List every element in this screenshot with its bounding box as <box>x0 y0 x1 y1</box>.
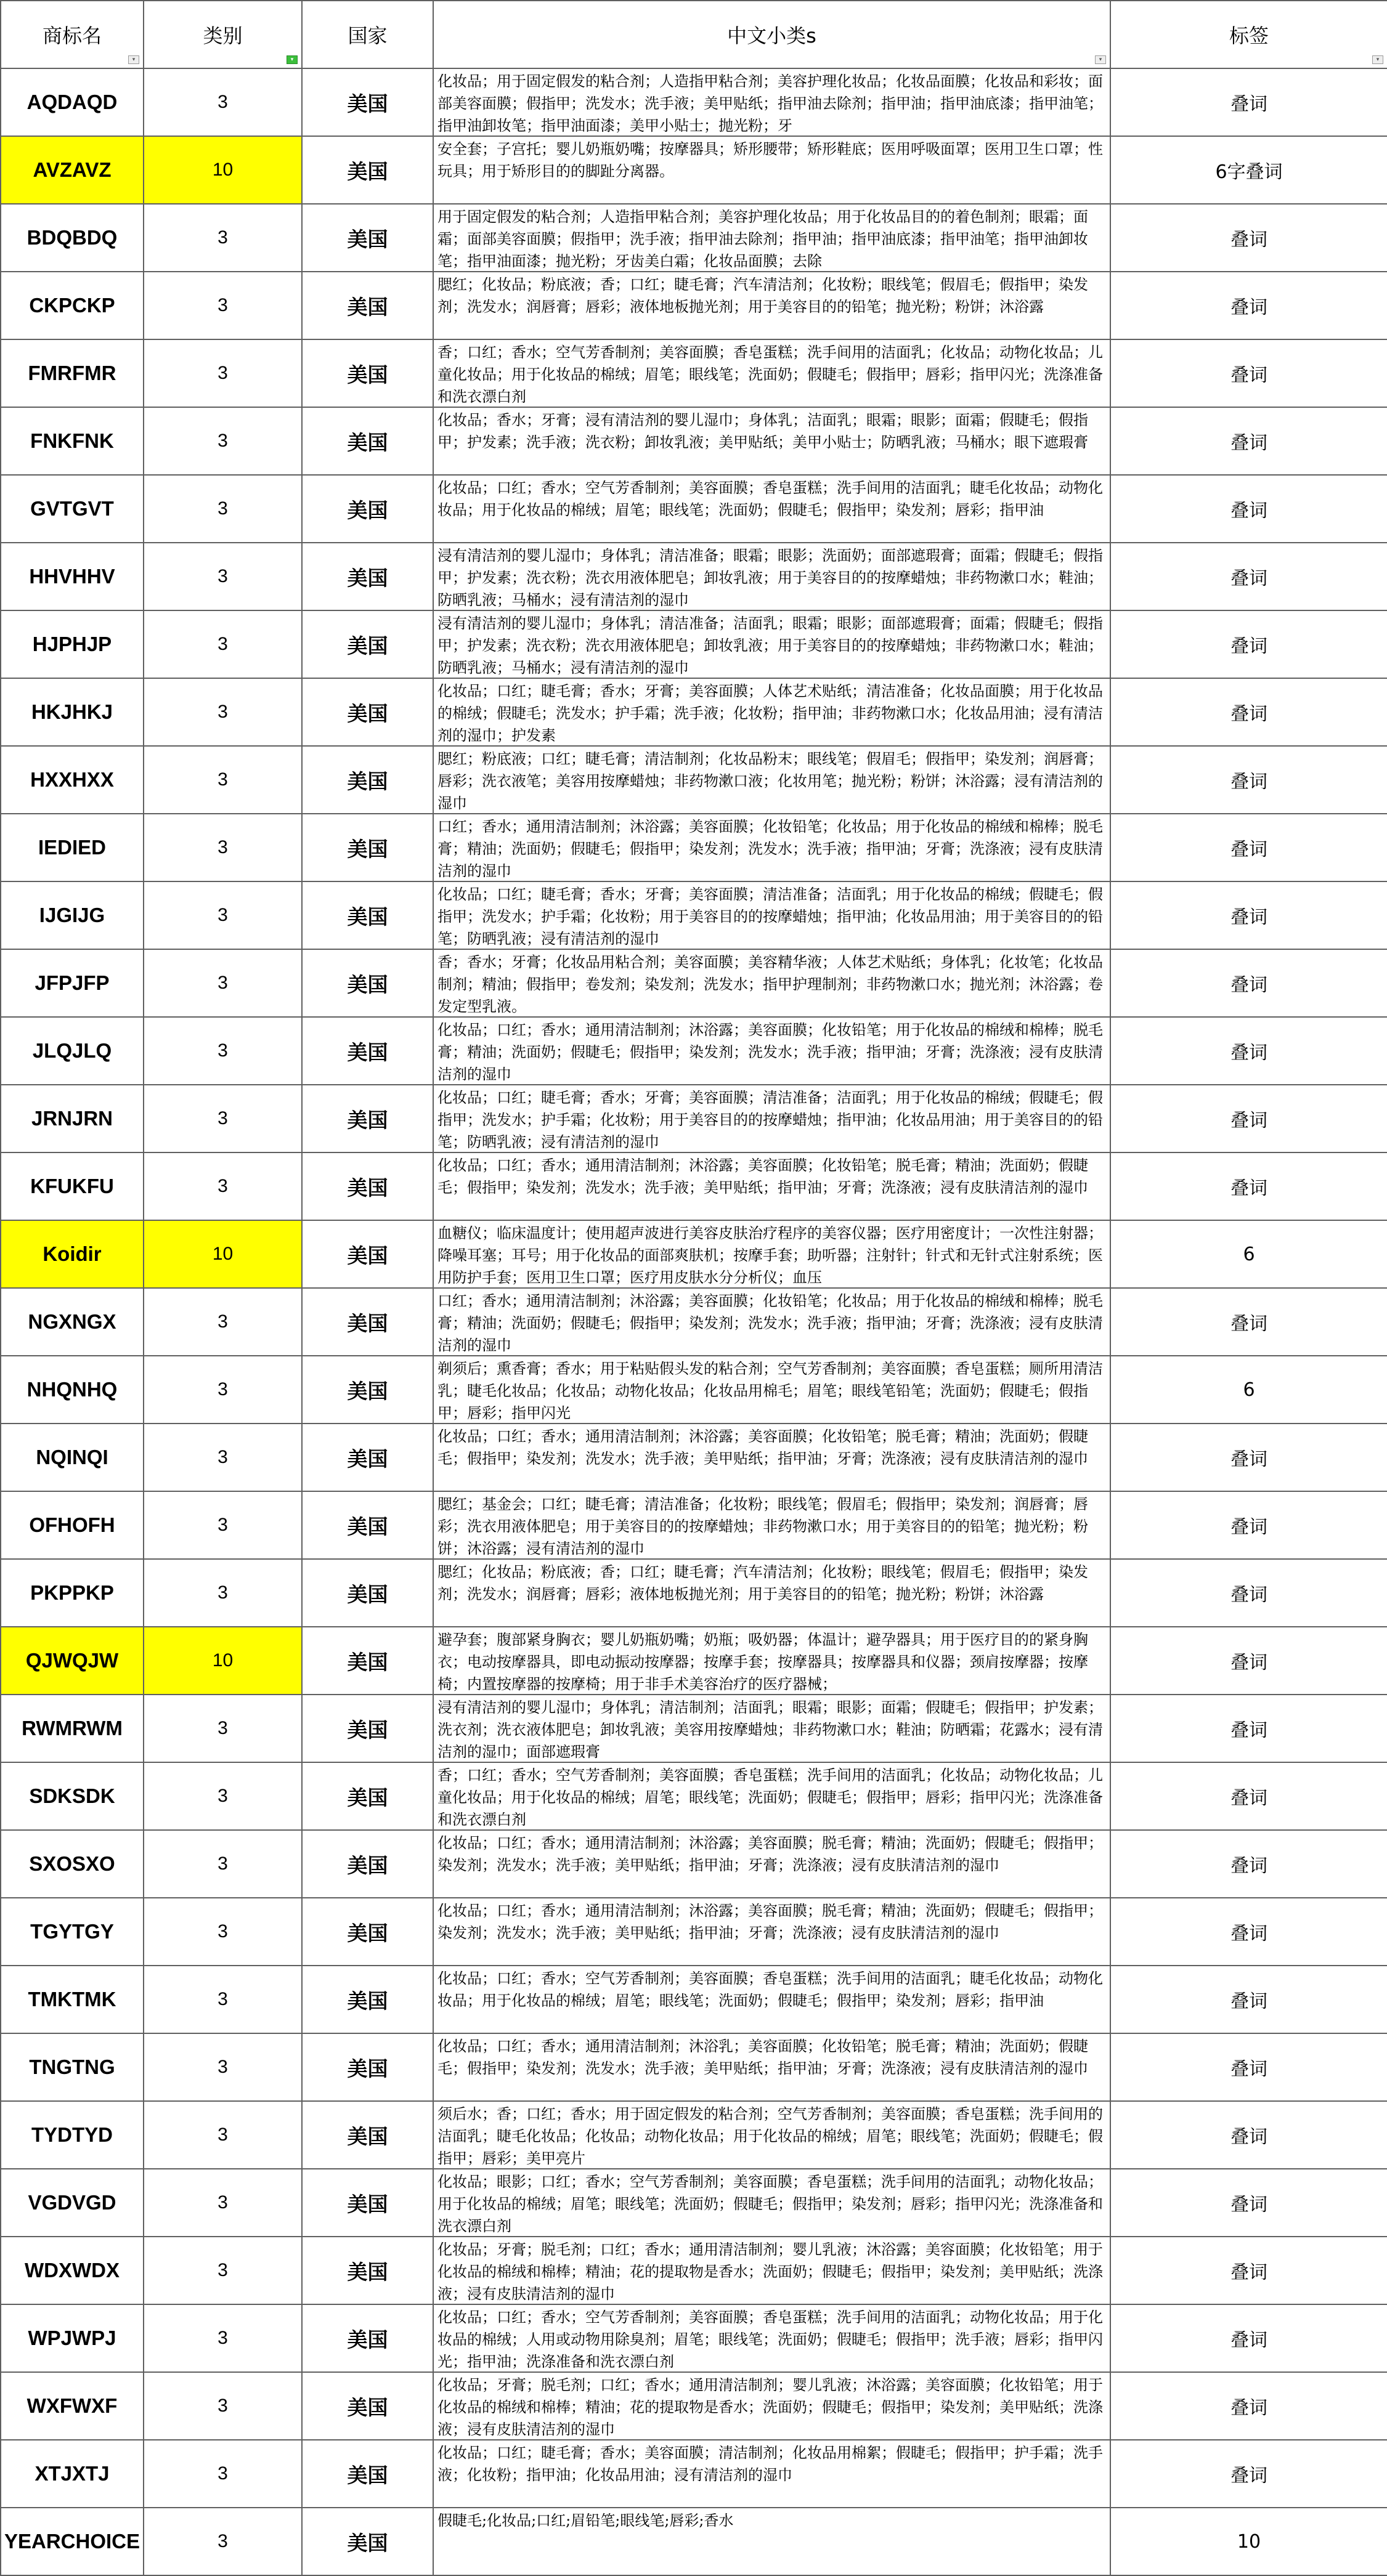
table-row <box>1 1491 1387 1559</box>
subcategories-text: 腮红；化妆品；粉底液；香；口红；睫毛膏；汽车清洁剂；化妆粉；眼线笔；假眉毛；假指甲；染发剂；洗发水；润唇膏；唇彩；液体地板抛光剂；用于美容目的的铅笔；抛光粉；粉饼；沐浴露 <box>437 1563 1088 1603</box>
subcategories-text: 浸有清洁剂的婴儿湿巾；身体乳；清洁准备；眼霜；眼影；洗面奶；面部遮瑕膏；面霜；假睫毛；假指甲；护发素；洗衣粉；洗衣用液体肥皂；卸妆乳液；用于美容目的的按摩蜡烛；非药物漱口水；鞋油；防晒乳液；马桶水；浸有清洁剂的湿巾 <box>437 547 1103 609</box>
subcategories-text: 浸有清洁剂的婴儿湿巾；身体乳；清洁准备；洁面乳；眼霜；眼影；面部遮瑕膏；面霜；假睫毛；假指甲；护发素；洗衣粉；洗衣用液体肥皂；卸妆乳液；用于美容目的的按摩蜡烛；非药物漱口水；鞋油；防晒乳液；马桶水；浸有清洁剂的湿巾 <box>437 615 1103 676</box>
country-cell[interactable]: 美国 <box>302 814 433 881</box>
subcategories-cell[interactable] <box>433 1627 1110 1695</box>
class-cell[interactable]: 3 <box>144 543 302 610</box>
class-cell[interactable]: 3 <box>144 1017 302 1085</box>
class-cell[interactable]: 3 <box>144 68 302 136</box>
subcategories-text: 化妆品；牙膏；脱毛剂；口红；香水；通用清洁制剂；婴儿乳液；沐浴露；美容面膜；化妆铅笔；用于化妆品的棉绒和棉棒；精油；花的提取物是香水；洗面奶；假睫毛；假指甲；染发剂；美甲贴纸；洗涤液；浸有皮肤清洁剂的湿巾 <box>437 2241 1103 2303</box>
subcategories-cell[interactable] <box>433 272 1110 339</box>
tag-cell[interactable]: 6 <box>1110 1220 1387 1288</box>
tag-cell[interactable]: 叠词 <box>1110 2304 1387 2372</box>
trademark-name-cell[interactable]: AQDAQD <box>1 68 144 136</box>
tag-cell[interactable]: 叠词 <box>1110 610 1387 678</box>
table-row <box>1 2101 1387 2169</box>
header-country <box>302 1 433 68</box>
country-cell[interactable]: 美国 <box>302 1085 433 1152</box>
subcategories-cell[interactable] <box>433 1898 1110 1966</box>
subcategories-cell[interactable] <box>433 1085 1110 1152</box>
subcategories-cell[interactable] <box>433 407 1110 475</box>
class-cell[interactable]: 3 <box>144 1085 302 1152</box>
trademark-name-cell[interactable]: SXOSXO <box>1 1830 144 1898</box>
trademark-name-cell[interactable]: FMRFMR <box>1 339 144 407</box>
subcategories-text: 化妆品；香水；牙膏；浸有清洁剂的婴儿湿巾；身体乳；洁面乳；眼霜；眼影；面霜；假睫毛；假指甲；护发素；洗手液；洗衣粉；卸妆乳液；美甲贴纸；美甲小贴士；防晒乳液；马桶水；眼下遮瑕膏 <box>437 411 1088 451</box>
class-cell[interactable]: 3 <box>144 204 302 272</box>
subcategories-cell[interactable] <box>433 2169 1110 2237</box>
subcategories-text: 腮红；基金会；口红；睫毛膏；清洁准备；化妆粉；眼线笔；假眉毛；假指甲；染发剂；润唇膏；唇彩；洗衣用液体肥皂；用于美容目的的按摩蜡烛；非药物漱口水；用于美容目的的铅笔；抛光粉；粉饼；沐浴露；浸有清洁剂的湿巾 <box>437 1496 1088 1557</box>
country-cell[interactable]: 美国 <box>302 2440 433 2508</box>
table-row <box>1 68 1387 136</box>
trademark-name-cell[interactable]: JLQJLQ <box>1 1017 144 1085</box>
subcategories-text: 腮红；化妆品；粉底液；香；口红；睫毛膏；汽车清洁剂；化妆粉；眼线笔；假眉毛；假指甲；染发剂；洗发水；润唇膏；唇彩；液体地板抛光剂；用于美容目的的铅笔；抛光粉；粉饼；沐浴露 <box>437 276 1088 315</box>
header-trademark-name <box>1 1 144 68</box>
table-row <box>1 2440 1387 2508</box>
tag-cell[interactable]: 叠词 <box>1110 2372 1387 2440</box>
subcategories-cell[interactable] <box>433 610 1110 678</box>
class-cell[interactable]: 3 <box>144 1356 302 1424</box>
header-label: 类别 <box>203 24 243 47</box>
country-cell[interactable]: 美国 <box>302 1017 433 1085</box>
subcategories-text: 口红；香水；通用清洁制剂；沐浴露；美容面膜；化妆铅笔；化妆品；用于化妆品的棉绒和棉棒；脱毛膏；精油；洗面奶；假睫毛；假指甲；染发剂；洗发水；洗手液；指甲油；牙膏；洗涤液；浸有皮肤清洁剂的湿巾 <box>437 818 1103 880</box>
tag-cell[interactable]: 叠词 <box>1110 1017 1387 1085</box>
header-subcategories <box>433 1 1110 68</box>
class-cell[interactable]: 3 <box>144 881 302 949</box>
trademark-name-cell[interactable]: HJPHJP <box>1 610 144 678</box>
country-cell[interactable]: 美国 <box>302 2169 433 2237</box>
subcategories-cell[interactable] <box>433 1966 1110 2033</box>
trademark-name-cell[interactable]: JFPJFP <box>1 949 144 1017</box>
class-cell[interactable]: 3 <box>144 2440 302 2508</box>
country-cell[interactable]: 美国 <box>302 2372 433 2440</box>
subcategories-cell[interactable] <box>433 2508 1110 2575</box>
filter-dropdown-icon[interactable]: ▾ <box>1095 55 1106 64</box>
country-cell[interactable]: 美国 <box>302 2508 433 2575</box>
tag-cell[interactable]: 叠词 <box>1110 1491 1387 1559</box>
tag-cell[interactable]: 叠词 <box>1110 1627 1387 1695</box>
header-label: 国家 <box>348 24 388 47</box>
subcategories-cell[interactable] <box>433 136 1110 204</box>
table-row <box>1 2508 1387 2575</box>
trademark-name-cell[interactable]: NQINQI <box>1 1424 144 1491</box>
table-row <box>1 2237 1387 2304</box>
country-cell[interactable]: 美国 <box>302 1966 433 2033</box>
country-cell[interactable]: 美国 <box>302 1830 433 1898</box>
subcategories-text: 化妆品；眼影；口红；香水；空气芳香制剂；美容面膜；香皂蛋糕；洗手间用的洁面乳；动物化妆品；用于化妆品的棉绒；眉笔；眼线笔；洗面奶；假睫毛；假指甲；染发剂；唇彩；指甲闪光；洗涤准备和洗衣漂白剂 <box>437 2173 1103 2235</box>
subcategories-text: 化妆品；口红；睫毛膏；香水；美容面膜；清洁制剂；化妆品用棉絮；假睫毛；假指甲；护手霜；洗手液；化妆粉；指甲油；化妆品用油；浸有清洁剂的湿巾 <box>437 2444 1103 2484</box>
table-row <box>1 1152 1387 1220</box>
tag-cell[interactable]: 叠词 <box>1110 2237 1387 2304</box>
table-row <box>1 1966 1387 2033</box>
table-row <box>1 2372 1387 2440</box>
trademark-name-cell[interactable]: OFHOFH <box>1 1491 144 1559</box>
header-row <box>1 1 1387 68</box>
country-cell[interactable]: 美国 <box>302 1627 433 1695</box>
subcategories-text: 口红；香水；通用清洁制剂；沐浴露；美容面膜；化妆铅笔；化妆品；用于化妆品的棉绒和棉棒；脱毛膏；精油；洗面奶；假睫毛；假指甲；染发剂；洗发水；洗手液；指甲油；牙膏；洗涤液；浸有皮肤清洁剂的湿巾 <box>437 1292 1103 1354</box>
tag-cell[interactable]: 叠词 <box>1110 543 1387 610</box>
trademark-name-cell[interactable]: FNKFNK <box>1 407 144 475</box>
subcategories-text: 安全套；子宫托；婴儿奶瓶奶嘴；按摩器具；矫形腰带；矫形鞋底；医用呼吸面罩；医用卫生口罩；性玩具；用于矫形目的的脚趾分离器。 <box>437 140 1103 180</box>
table-row <box>1 1085 1387 1152</box>
filter-dropdown-icon[interactable]: ▾ <box>1372 55 1383 64</box>
subcategories-text: 化妆品；口红；睫毛膏；香水；牙膏；美容面膜；清洁准备；洁面乳；用于化妆品的棉绒；假睫毛；假指甲；洗发水；护手霜；化妆粉；用于美容目的的按摩蜡烛；指甲油；化妆品用油；用于美容目的的铅笔；防晒乳液；浸有清洁剂的湿巾 <box>437 886 1103 947</box>
tag-cell[interactable]: 叠词 <box>1110 1152 1387 1220</box>
table-row <box>1 136 1387 204</box>
class-cell[interactable]: 3 <box>144 2237 302 2304</box>
subcategories-cell[interactable] <box>433 2101 1110 2169</box>
subcategories-text: 化妆品；口红；香水；通用清洁制剂；沐浴露；美容面膜；化妆铅笔；脱毛膏；精油；洗面奶；假睫毛；假指甲；染发剂；洗发水；洗手液；美甲贴纸；指甲油；牙膏；洗涤液；浸有皮肤清洁剂的湿巾 <box>437 1157 1088 1196</box>
trademark-name-cell[interactable]: TMKTMK <box>1 1966 144 2033</box>
tag-cell[interactable]: 10 <box>1110 2508 1387 2575</box>
class-cell[interactable]: 3 <box>144 1559 302 1627</box>
subcategories-cell[interactable] <box>433 2372 1110 2440</box>
table-row <box>1 1288 1387 1356</box>
tag-cell[interactable]: 叠词 <box>1110 1424 1387 1491</box>
tag-cell[interactable]: 叠词 <box>1110 475 1387 543</box>
tag-cell[interactable]: 叠词 <box>1110 272 1387 339</box>
class-cell[interactable]: 3 <box>144 610 302 678</box>
header-label: 标签 <box>1229 24 1269 47</box>
trademark-name-cell[interactable]: WXFWXF <box>1 2372 144 2440</box>
tag-cell[interactable]: 叠词 <box>1110 2440 1387 2508</box>
subcategories-cell[interactable] <box>433 1695 1110 1762</box>
subcategories-text: 化妆品；口红；香水；通用清洁制剂；沐浴露；美容面膜；化妆铅笔；脱毛膏；精油；洗面奶；假睫毛；假指甲；染发剂；洗发水；洗手液；美甲贴纸；指甲油；牙膏；洗涤液；浸有皮肤清洁剂的湿巾 <box>437 1428 1088 1467</box>
trademark-name-cell[interactable]: XTJXTJ <box>1 2440 144 2508</box>
class-cell[interactable]: 3 <box>144 272 302 339</box>
trademark-name-cell[interactable]: GVTGVT <box>1 475 144 543</box>
subcategories-cell[interactable] <box>433 1559 1110 1627</box>
table-row <box>1 1830 1387 1898</box>
country-cell[interactable]: 美国 <box>302 610 433 678</box>
tag-cell[interactable]: 叠词 <box>1110 678 1387 746</box>
country-cell[interactable]: 美国 <box>302 881 433 949</box>
class-cell[interactable]: 3 <box>144 2033 302 2101</box>
country-cell[interactable]: 美国 <box>302 2237 433 2304</box>
header-label: 中文小类s <box>727 24 816 47</box>
country-cell[interactable]: 美国 <box>302 2033 433 2101</box>
table-row <box>1 814 1387 881</box>
class-cell[interactable]: 3 <box>144 2169 302 2237</box>
country-cell[interactable]: 美国 <box>302 136 433 204</box>
table-row <box>1 1695 1387 1762</box>
country-cell[interactable]: 美国 <box>302 1424 433 1491</box>
trademark-name-cell[interactable]: BDQBDQ <box>1 204 144 272</box>
class-cell[interactable]: 3 <box>144 339 302 407</box>
class-cell[interactable]: 3 <box>144 1491 302 1559</box>
subcategories-text: 化妆品；牙膏；脱毛剂；口红；香水；通用清洁制剂；婴儿乳液；沐浴露；美容面膜；化妆铅笔；用于化妆品的棉绒和棉棒；精油；花的提取物是香水；洗面奶；假睫毛；假指甲；染发剂；美甲贴纸；洗涤液；浸有皮肤清洁剂的湿巾 <box>437 2376 1103 2438</box>
tag-cell[interactable]: 叠词 <box>1110 1288 1387 1356</box>
class-cell[interactable]: 10 <box>144 1627 302 1695</box>
tag-cell[interactable]: 叠词 <box>1110 1898 1387 1966</box>
subcategories-cell[interactable] <box>433 2304 1110 2372</box>
trademark-name-cell[interactable]: WPJWPJ <box>1 2304 144 2372</box>
table-row <box>1 339 1387 407</box>
tag-cell[interactable]: 叠词 <box>1110 204 1387 272</box>
tag-cell[interactable]: 叠词 <box>1110 814 1387 881</box>
subcategories-cell[interactable] <box>433 1288 1110 1356</box>
country-cell[interactable]: 美国 <box>302 407 433 475</box>
country-cell[interactable]: 美国 <box>302 1356 433 1424</box>
trademark-name-cell[interactable]: YEARCHOICE <box>1 2508 144 2575</box>
subcategories-text: 香；口红；香水；空气芳香制剂；美容面膜；香皂蛋糕；洗手间用的洁面乳；化妆品；动物化妆品；儿童化妆品；用于化妆品的棉绒；眉笔；眼线笔；洗面奶；假睫毛；假指甲；唇彩；指甲闪光；洗涤准备和洗衣漂白剂 <box>437 344 1103 405</box>
country-cell[interactable]: 美国 <box>302 204 433 272</box>
subcategories-cell[interactable] <box>433 1152 1110 1220</box>
country-cell[interactable]: 美国 <box>302 1220 433 1288</box>
header-label: 商标名 <box>42 24 102 47</box>
subcategories-text: 化妆品；口红；睫毛膏；香水；牙膏；美容面膜；清洁准备；洁面乳；用于化妆品的棉绒；假睫毛；假指甲；洗发水；护手霜；化妆粉；用于美容目的的按摩蜡烛；指甲油；化妆品用油；用于美容目的的铅笔；防晒乳液；浸有清洁剂的湿巾 <box>437 1089 1103 1151</box>
subcategories-text: 腮红；粉底液；口红；睫毛膏；清洁制剂；化妆品粉末；眼线笔；假眉毛；假指甲；染发剂；润唇膏；唇彩；洗衣液笔；美容用按摩蜡烛；非药物漱口液；化妆用笔；抛光粉；粉饼；沐浴露；浸有清洁剂的湿巾 <box>437 750 1103 812</box>
subcategories-text: 浸有清洁剂的婴儿湿巾；身体乳；清洁制剂；洁面乳；眼霜；眼影；面霜；假睫毛；假指甲；护发素；洗衣剂；洗衣液体肥皂；卸妆乳液；美容用按摩蜡烛；非药物漱口水；鞋油；防晒霜；花露水；浸有清洁剂的湿巾；面部遮瑕膏 <box>437 1699 1103 1760</box>
subcategories-cell[interactable] <box>433 339 1110 407</box>
trademark-name-cell[interactable]: TNGTNG <box>1 2033 144 2101</box>
subcategories-text: 假睫毛;化妆品;口红;眉铅笔;眼线笔;唇彩;香水 <box>437 2512 734 2529</box>
tag-cell[interactable]: 叠词 <box>1110 881 1387 949</box>
class-cell[interactable]: 3 <box>144 1762 302 1830</box>
subcategories-text: 须后水；香；口红；香水；用于固定假发的粘合剂；空气芳香制剂；美容面膜；香皂蛋糕；洗手间用的洁面乳；睫毛化妆品；化妆品；动物化妆品；用于化妆品的棉绒；眉笔；眼线笔；洗面奶；假睫毛；假指甲；唇彩；美甲亮片 <box>437 2105 1103 2167</box>
subcategories-text: 化妆品；口红；香水；空气芳香制剂；美容面膜；香皂蛋糕；洗手间用的洁面乳；动物化妆品；用于化妆品的棉绒；人用或动物用除臭剂；眉笔；眼线笔；洗面奶；假睫毛；假指甲；洗手液；唇彩；指甲闪光；指甲油；洗涤准备和洗衣漂白剂 <box>437 2309 1103 2370</box>
tag-cell[interactable]: 6 <box>1110 1356 1387 1424</box>
table-row <box>1 272 1387 339</box>
class-cell[interactable]: 3 <box>144 814 302 881</box>
table-row <box>1 2304 1387 2372</box>
subcategories-cell[interactable] <box>433 746 1110 814</box>
table-row <box>1 746 1387 814</box>
table-row <box>1 1627 1387 1695</box>
tag-cell[interactable]: 叠词 <box>1110 2033 1387 2101</box>
tag-cell[interactable]: 叠词 <box>1110 949 1387 1017</box>
subcategories-text: 用于固定假发的粘合剂；人造指甲粘合剂；美容护理化妆品；用于化妆品目的的着色制剂；眼霜；面霜；面部美容面膜；假指甲；洗手液；指甲油去除剂；指甲油；指甲油底漆；指甲油笔；指甲油卸妆笔；指甲油面漆；抛光粉；牙齿美白霜；化妆品面膜；去除 <box>437 208 1088 270</box>
class-cell[interactable]: 3 <box>144 2304 302 2372</box>
trademark-name-cell[interactable]: SDKSDK <box>1 1762 144 1830</box>
trademark-name-cell[interactable]: KFUKFU <box>1 1152 144 1220</box>
table-row <box>1 1898 1387 1966</box>
subcategories-cell[interactable] <box>433 475 1110 543</box>
table-row <box>1 543 1387 610</box>
table-row <box>1 1356 1387 1424</box>
country-cell[interactable]: 美国 <box>302 1152 433 1220</box>
trademark-name-cell[interactable]: HHVHHV <box>1 543 144 610</box>
tag-cell[interactable]: 叠词 <box>1110 1085 1387 1152</box>
subcategories-cell[interactable] <box>433 1220 1110 1288</box>
subcategories-text: 化妆品；口红；香水；通用清洁制剂；沐浴露；美容面膜；脱毛膏；精油；洗面奶；假睫毛；假指甲；染发剂；洗发水；洗手液；美甲贴纸；指甲油；牙膏；洗涤液；浸有皮肤清洁剂的湿巾 <box>437 1834 1103 1874</box>
tag-cell[interactable]: 叠词 <box>1110 1830 1387 1898</box>
class-cell[interactable]: 3 <box>144 407 302 475</box>
tag-cell[interactable]: 叠词 <box>1110 2169 1387 2237</box>
filter-active-icon[interactable]: ▾ <box>287 55 298 64</box>
subcategories-cell[interactable] <box>433 1356 1110 1424</box>
subcategories-cell[interactable] <box>433 814 1110 881</box>
subcategories-cell[interactable] <box>433 949 1110 1017</box>
country-cell[interactable]: 美国 <box>302 678 433 746</box>
table-row <box>1 1017 1387 1085</box>
class-cell[interactable]: 3 <box>144 678 302 746</box>
trademark-name-cell[interactable]: TYDTYD <box>1 2101 144 2169</box>
tag-cell[interactable]: 叠词 <box>1110 407 1387 475</box>
country-cell[interactable]: 美国 <box>302 1898 433 1966</box>
trademark-name-cell[interactable]: TGYTGY <box>1 1898 144 1966</box>
trademark-name-cell[interactable]: NGXNGX <box>1 1288 144 1356</box>
subcategories-text: 香；口红；香水；空气芳香制剂；美容面膜；香皂蛋糕；洗手间用的洁面乳；化妆品；动物化妆品；儿童化妆品；用于化妆品的棉绒；眉笔；眼线笔；洗面奶；假睫毛；假指甲；唇彩；指甲闪光；洗涤准备和洗衣漂白剂 <box>437 1767 1103 1828</box>
class-cell[interactable]: 3 <box>144 949 302 1017</box>
tag-cell[interactable]: 叠词 <box>1110 1762 1387 1830</box>
subcategories-cell[interactable] <box>433 204 1110 272</box>
subcategories-text: 化妆品；用于固定假发的粘合剂；人造指甲粘合剂；美容护理化妆品；化妆品面膜；化妆品和彩妆；面部美容面膜；假指甲；洗发水；洗手液；美甲贴纸；指甲油去除剂；指甲油；指甲油底漆；指甲油笔；指甲油卸妆笔；指甲油面漆；美甲小贴士；抛光粉；牙 <box>437 73 1103 134</box>
tag-cell[interactable]: 叠词 <box>1110 1966 1387 2033</box>
subcategories-text: 避孕套；腹部紧身胸衣；婴儿奶瓶奶嘴；奶瓶；吸奶器；体温计；避孕器具；用于医疗目的的紧身胸衣；电动按摩器具，即电动振动按摩器；按摩手套；按摩器具；按摩器具和仪器；颈肩按摩器；按摩椅；内置按摩器的按摩椅；用于非手术美容治疗的医疗器械； <box>437 1631 1088 1693</box>
table-row <box>1 610 1387 678</box>
tag-cell[interactable]: 叠词 <box>1110 339 1387 407</box>
country-cell[interactable]: 美国 <box>302 1559 433 1627</box>
subcategories-text: 血糖仪；临床温度计；使用超声波进行美容皮肤治疗程序的美容仪器；医疗用密度计；一次性注射器；降噪耳塞；耳号；用于化妆品的面部爽肤机；按摩手套；助听器；注射针；针式和无针式注射系统；医用防护手套；医用卫生口罩；医疗用皮肤水分分析仪；血压 <box>437 1225 1103 1286</box>
country-cell[interactable]: 美国 <box>302 475 433 543</box>
trademark-name-cell[interactable]: HKJHKJ <box>1 678 144 746</box>
class-cell[interactable]: 3 <box>144 1288 302 1356</box>
country-cell[interactable]: 美国 <box>302 746 433 814</box>
country-cell[interactable]: 美国 <box>302 339 433 407</box>
class-cell[interactable]: 3 <box>144 1898 302 1966</box>
country-cell[interactable]: 美国 <box>302 1491 433 1559</box>
subcategories-cell[interactable] <box>433 1491 1110 1559</box>
subcategories-text: 化妆品；口红；香水；通用清洁制剂；沐浴露；美容面膜；化妆铅笔；用于化妆品的棉绒和棉棒；脱毛膏；精油；洗面奶；假睫毛；假指甲；染发剂；洗发水；洗手液；指甲油；牙膏；洗涤液；浸有皮肤清洁剂的湿巾 <box>437 1021 1103 1083</box>
subcategories-cell[interactable] <box>433 1830 1110 1898</box>
tag-cell[interactable]: 叠词 <box>1110 68 1387 136</box>
table-row <box>1 1424 1387 1491</box>
subcategories-text: 化妆品；口红；香水；通用清洁制剂；沐浴露；美容面膜；脱毛膏；精油；洗面奶；假睫毛；假指甲；染发剂；洗发水；洗手液；美甲贴纸；指甲油；牙膏；洗涤液；浸有皮肤清洁剂的湿巾 <box>437 1902 1103 1942</box>
class-cell[interactable]: 3 <box>144 1152 302 1220</box>
class-cell[interactable]: 3 <box>144 1966 302 2033</box>
subcategories-cell[interactable] <box>433 1017 1110 1085</box>
trademark-name-cell[interactable]: JRNJRN <box>1 1085 144 1152</box>
header-class <box>144 1 302 68</box>
tag-cell[interactable]: 叠词 <box>1110 1695 1387 1762</box>
trademark-name-cell[interactable]: WDXWDX <box>1 2237 144 2304</box>
table-row <box>1 2169 1387 2237</box>
table-row <box>1 881 1387 949</box>
trademark-name-cell[interactable]: QJWQJW <box>1 1627 144 1695</box>
country-cell[interactable]: 美国 <box>302 1762 433 1830</box>
tag-cell[interactable]: 叠词 <box>1110 1559 1387 1627</box>
subcategories-cell[interactable] <box>433 68 1110 136</box>
trademark-name-cell[interactable]: IEDIED <box>1 814 144 881</box>
class-cell[interactable]: 10 <box>144 136 302 204</box>
table-row <box>1 1762 1387 1830</box>
subcategories-cell[interactable] <box>433 2237 1110 2304</box>
subcategories-text: 化妆品；口红；香水；空气芳香制剂；美容面膜；香皂蛋糕；洗手间用的洁面乳；睫毛化妆品；动物化妆品；用于化妆品的棉绒；眉笔；眼线笔；洗面奶；假睫毛；假指甲；染发剂；唇彩；指甲油 <box>437 1970 1103 2009</box>
subcategories-cell[interactable] <box>433 678 1110 746</box>
country-cell[interactable]: 美国 <box>302 2304 433 2372</box>
trademark-name-cell[interactable]: AVZAVZ <box>1 136 144 204</box>
tag-cell[interactable]: 6字叠词 <box>1110 136 1387 204</box>
class-cell[interactable]: 3 <box>144 2372 302 2440</box>
table-row <box>1 2033 1387 2101</box>
trademark-name-cell[interactable]: RWMRWM <box>1 1695 144 1762</box>
trademark-name-cell[interactable]: PKPPKP <box>1 1559 144 1627</box>
subcategories-cell[interactable] <box>433 543 1110 610</box>
subcategories-text: 化妆品；口红；香水；空气芳香制剂；美容面膜；香皂蛋糕；洗手间用的洁面乳；睫毛化妆品；动物化妆品；用于化妆品的棉绒；眉笔；眼线笔；洗面奶；假睫毛；假指甲；染发剂；唇彩；指甲油 <box>437 479 1103 519</box>
country-cell[interactable]: 美国 <box>302 272 433 339</box>
class-cell[interactable]: 3 <box>144 2508 302 2575</box>
tag-cell[interactable]: 叠词 <box>1110 746 1387 814</box>
subcategories-cell[interactable] <box>433 1762 1110 1830</box>
country-cell[interactable]: 美国 <box>302 949 433 1017</box>
class-cell[interactable]: 3 <box>144 1830 302 1898</box>
table-row <box>1 407 1387 475</box>
table-row <box>1 1559 1387 1627</box>
table-row <box>1 678 1387 746</box>
tag-cell[interactable]: 叠词 <box>1110 2101 1387 2169</box>
country-cell[interactable]: 美国 <box>302 1288 433 1356</box>
class-cell[interactable]: 3 <box>144 2101 302 2169</box>
class-cell[interactable]: 3 <box>144 1695 302 1762</box>
country-cell[interactable]: 美国 <box>302 68 433 136</box>
subcategories-text: 剃须后；熏香膏；香水；用于粘贴假头发的粘合剂；空气芳香制剂；美容面膜；香皂蛋糕；厕所用清洁乳；睫毛化妆品；化妆品；动物化妆品；化妆品用棉毛；眉笔；眼线笔铅笔；洗面奶；假睫毛；假指甲；唇彩；指甲闪光 <box>437 1360 1103 1422</box>
table-row <box>1 949 1387 1017</box>
subcategories-text: 化妆品；口红；香水；通用清洁制剂；沐浴乳；美容面膜；化妆铅笔；脱毛膏；精油；洗面奶；假睫毛；假指甲；染发剂；洗发水；洗手液；美甲贴纸；指甲油；牙膏；洗涤液；浸有皮肤清洁剂的湿巾 <box>437 2038 1088 2077</box>
country-cell[interactable]: 美国 <box>302 543 433 610</box>
trademark-name-cell[interactable]: CKPCKP <box>1 272 144 339</box>
filter-dropdown-icon[interactable]: ▾ <box>128 55 139 64</box>
subcategories-cell[interactable] <box>433 1424 1110 1491</box>
trademark-name-cell[interactable]: IJGIJG <box>1 881 144 949</box>
class-cell[interactable]: 3 <box>144 746 302 814</box>
trademark-name-cell[interactable]: NHQNHQ <box>1 1356 144 1424</box>
trademark-name-cell[interactable]: Koidir <box>1 1220 144 1288</box>
subcategories-text: 香；香水；牙膏；化妆品用粘合剂；美容面膜；美容精华液；人体艺术贴纸；身体乳；化妆笔；化妆品制剂；精油；假指甲；卷发剂；染发剂；洗发水；指甲护理制剂；非药物漱口水；抛光剂；沐浴露；卷发定型乳液。 <box>437 954 1103 1015</box>
trademark-name-cell[interactable]: VGDVGD <box>1 2169 144 2237</box>
subcategories-text: 化妆品；口红；睫毛膏；香水；牙膏；美容面膜；人体艺术贴纸；清洁准备；化妆品面膜；用于化妆品的棉绒；假睫毛；洗发水；护手霜；洗手液；化妆粉；指甲油；非药物漱口水；化妆品用油；浸有清洁剂的湿巾；护发素 <box>437 682 1103 744</box>
table-row <box>1 1220 1387 1288</box>
table-row <box>1 475 1387 543</box>
header-tag <box>1110 1 1387 68</box>
subcategories-cell[interactable] <box>433 881 1110 949</box>
class-cell[interactable]: 10 <box>144 1220 302 1288</box>
country-cell[interactable]: 美国 <box>302 1695 433 1762</box>
trademark-name-cell[interactable]: HXXHXX <box>1 746 144 814</box>
country-cell[interactable]: 美国 <box>302 2101 433 2169</box>
class-cell[interactable]: 3 <box>144 1424 302 1491</box>
class-cell[interactable]: 3 <box>144 475 302 543</box>
table-row <box>1 204 1387 272</box>
subcategories-cell[interactable] <box>433 2033 1110 2101</box>
subcategories-cell[interactable] <box>433 2440 1110 2508</box>
